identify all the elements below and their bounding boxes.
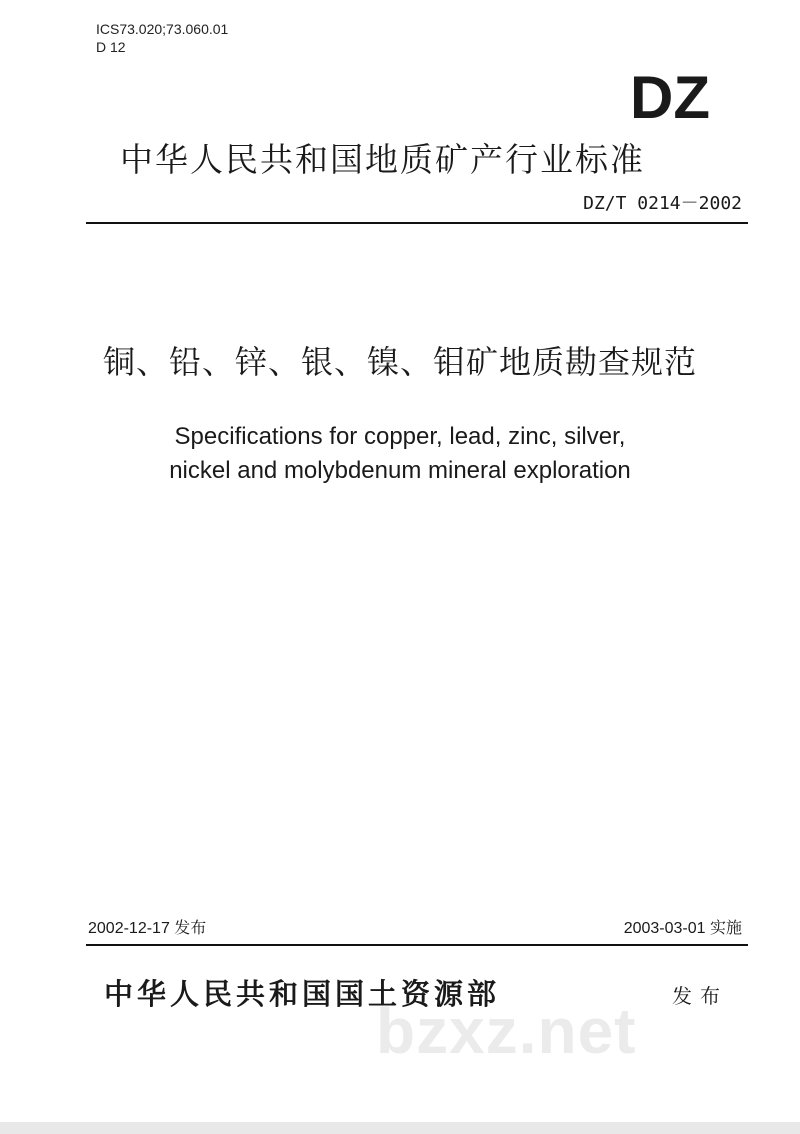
top-divider	[86, 222, 748, 224]
publisher-name: 中华人民共和国国土资源部	[104, 977, 501, 1011]
standard-category-title: 中华人民共和国地质矿产行业标准	[120, 140, 645, 179]
english-title-line-2: nickel and molybdenum mineral exploration	[169, 457, 631, 484]
page-bottom-edge	[0, 1122, 800, 1134]
document-title-chinese: 铜、铅、锌、银、镍、钼矿地质勘查规范	[102, 343, 697, 381]
standard-code-logo: DZ	[630, 64, 710, 131]
watermark: bzxz.net	[376, 995, 637, 1067]
english-title-line-1: Specifications for copper, lead, zinc, silver,	[174, 423, 626, 450]
ccs-code: D 12	[96, 39, 126, 55]
implementation-date: 2003-03-01 实施	[623, 920, 742, 937]
issue-date: 2002-12-17 发布	[88, 920, 207, 937]
ics-code: ICS73.020;73.060.01	[96, 21, 229, 37]
bottom-divider	[86, 944, 748, 946]
publish-label: 发布	[672, 984, 728, 1008]
document-title-english	[0, 420, 800, 488]
classification-codes	[96, 20, 228, 56]
standard-number: DZ/T 0214－2002	[583, 193, 742, 214]
